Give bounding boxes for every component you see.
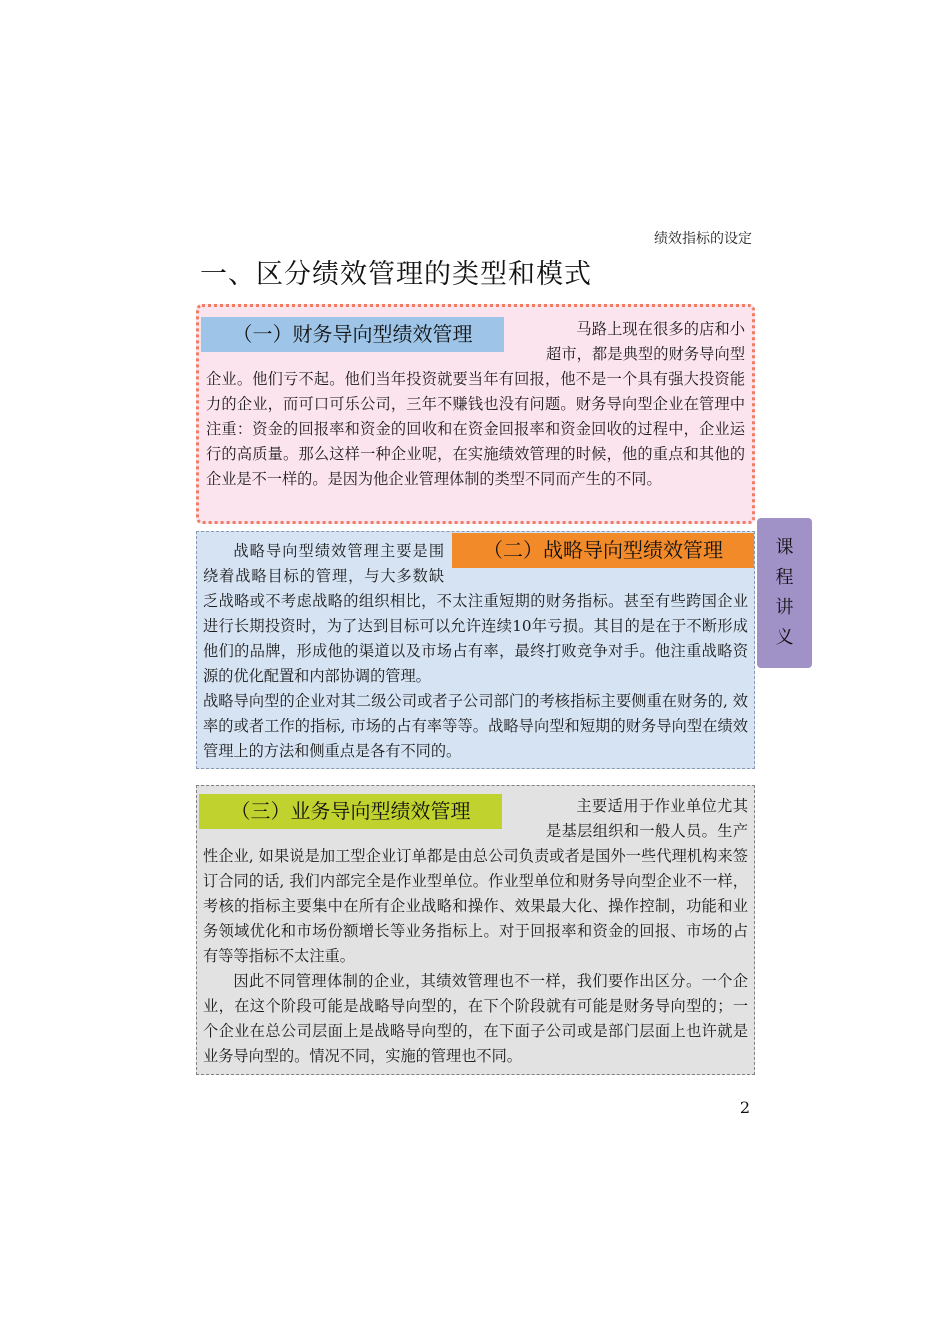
section-heading-financial: （一）财务导向型绩效管理 <box>201 317 504 352</box>
side-tab-char: 讲 <box>775 597 794 618</box>
running-header: 绩效指标的设定 <box>654 231 752 247</box>
page-number: 2 <box>739 1098 750 1117</box>
side-tab-char: 程 <box>775 567 794 588</box>
section-paragraph: 战略导向型的企业对其二级公司或者子公司部门的考核指标主要侧重在财务的, 效率的或者工作的指标, 市场的占有率等等。战略导向型和短期的财务导向型在绩效管理上的方法和侧重点是各有不同的。 <box>203 692 748 760</box>
page-title: 一、区分绩效管理的类型和模式 <box>200 259 592 290</box>
side-tab-char: 课 <box>775 537 794 558</box>
side-tab-char: 义 <box>775 627 794 648</box>
section-paragraph: 马路上现在很多的店和小超市，都是典型的财务导向型企业。他们亏不起。他们当年投资就要当年有回报，他不是一个具有强大投资能力的企业，而可口可乐公司，三年不赚钱也没有问题。财务导向型企业在管理中注重：资金的回报率和资金的回收和在资金回报率和资金回收的过程中，企业运行的高质量。那么这样一种企业呢，在实施绩效管理的时候，他的重点和其他的企业是不一样的。是因为他企业管理体制的类型不同而产生的不同。 <box>206 320 745 488</box>
section-paragraph: 因此不同管理体制的企业，其绩效管理也不一样，我们要作出区分。一个企业，在这个阶段可能是战略导向型的，在下个阶段就有可能是财务导向型的；一个企业在总公司层面上是战略导向型的，在下面子公司或是部门层面上也许就是业务导向型的。情况不同，实施的管理也不同。 <box>203 972 748 1065</box>
section-heading-operational: （三）业务导向型绩效管理 <box>199 794 502 829</box>
section-paragraph: 战略导向型绩效管理主要是围绕着战略目标的管理，与大多数缺乏战略或不考虑战略的组织相比，不太注重短期的财务指标。甚至有些跨国企业进行长期投资时，为了达到目标可以允许连续10年亏损。其目的是在于不断形成他们的品牌，形成他的渠道以及市场占有率，最终打败竞争对手。他注重战略资源的优化配置和内部协调的管理。 <box>203 542 748 685</box>
section-financial <box>196 304 755 524</box>
section-operational <box>196 785 755 1075</box>
section-paragraph: 主要适用于作业单位尤其是基层组织和一般人员。生产性企业, 如果说是加工型企业订单都是由总公司负责或者是国外一些代理机构来签订合同的话, 我们内部完全是作业型单位。作业型单位和财务导向型企业不一样，考核的指标主要集中在所有企业战略和操作、效果最大化、操作控制，功能和业务领域优化和市场份额增长等业务指标上。对于回报率和资金的回报、市场的占有等等指标不太注重。 <box>203 797 748 965</box>
section-heading-strategic: （二）战略导向型绩效管理 <box>452 533 754 568</box>
section-strategic <box>196 531 755 769</box>
side-tab-course-notes <box>757 518 812 668</box>
